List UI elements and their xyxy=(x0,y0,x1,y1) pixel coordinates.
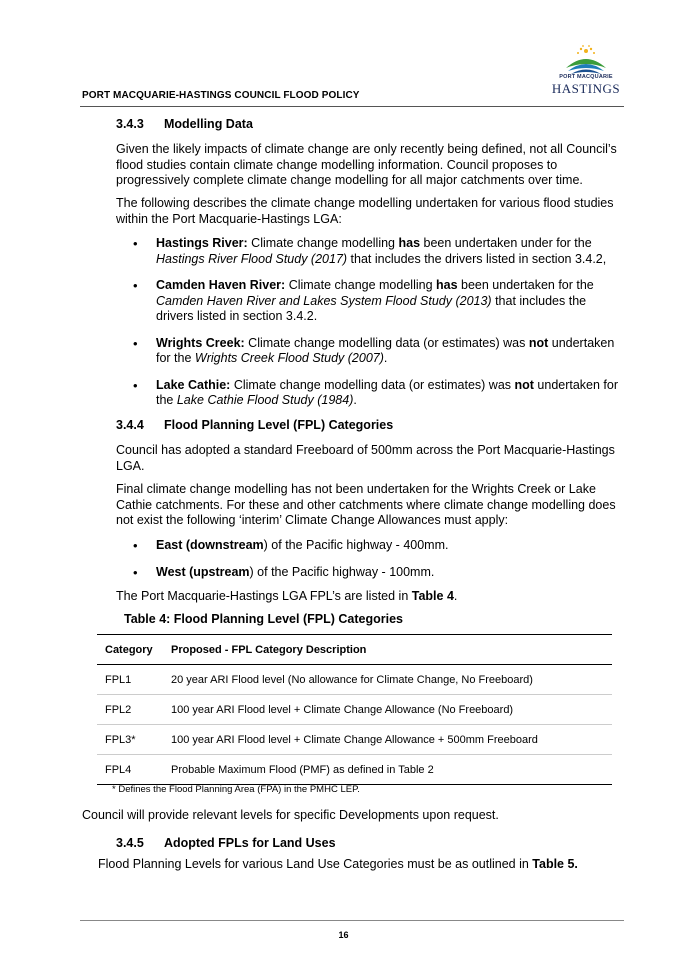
section-number: 3.4.5 xyxy=(116,836,144,850)
table-row xyxy=(97,725,612,755)
table-header-row xyxy=(97,635,612,665)
list-item: • Wrights Creek: Climate change modelling data (or estimates) was not undertaken for the Wrights Creek Flood Study (2007). xyxy=(116,336,626,367)
category-cell: FPL3* xyxy=(97,725,163,755)
logo-sun-icon xyxy=(550,44,622,76)
column-header-description: Proposed - FPL Category Description xyxy=(163,635,612,665)
list-item: • Hastings River: Climate change modelling has been undertaken under for the Hastings River Flood Study (2017) that includes the drivers listed in section 3.4.2, xyxy=(116,236,626,267)
category-cell: FPL4 xyxy=(97,755,163,785)
section-number: 3.4.3 xyxy=(116,117,144,131)
fpl-paragraph-3: The Port Macquarie-Hastings LGA FPL’s are listed in Table 4. xyxy=(116,589,458,603)
description-cell: 100 year ARI Flood level + Climate Change Allowance (No Freeboard) xyxy=(163,695,612,725)
category-cell: FPL2 xyxy=(97,695,163,725)
description-cell: 20 year ARI Flood level (No allowance for Climate Change, No Freeboard) xyxy=(163,665,612,695)
flood-study-list xyxy=(116,236,626,420)
modelling-paragraph-2: The following describes the climate change modelling undertaken for various flood studies within the Port Macquarie-Hastings LGA: xyxy=(116,196,614,226)
council-logo xyxy=(550,44,622,100)
list-item: • Lake Cathie: Climate change modelling data (or estimates) was not undertaken for the Lake Cathie Flood Study (1984). xyxy=(116,378,626,409)
fpl-paragraph-2: Final climate change modelling has not been undertaken for the Wrights Creek or Lake Cathie catchments. For these and other catchments where climate change modelling does not exist the following ‘interim’ Climate Change Allowances must apply: xyxy=(116,482,616,527)
allowance-list xyxy=(116,538,626,591)
list-item: • East (downstream) of the Pacific highway - 400mm. xyxy=(116,538,626,554)
table-row xyxy=(97,665,612,695)
fpl-categories-table xyxy=(97,634,612,785)
section-title: Modelling Data xyxy=(164,117,253,131)
description-cell: Probable Maximum Flood (PMF) as defined in Table 2 xyxy=(163,755,612,785)
footer-divider xyxy=(80,920,624,921)
section-title: Flood Planning Level (FPL) Categories xyxy=(164,418,394,432)
table-caption: Table 4: Flood Planning Level (FPL) Categories xyxy=(124,612,403,626)
table-footnote: * Defines the Flood Planning Area (FPA) in the PMHC LEP. xyxy=(112,784,360,795)
section-number: 3.4.4 xyxy=(116,418,144,432)
list-item: • West (upstream) of the Pacific highway - 100mm. xyxy=(116,565,626,581)
after-table-paragraph: Council will provide relevant levels for specific Developments upon request. xyxy=(82,808,499,822)
section-heading-3-4-3 xyxy=(116,117,253,131)
page-number: 16 xyxy=(338,930,349,940)
fpl-paragraph-1: Council has adopted a standard Freeboard of 500mm across the Port Macquarie-Hastings LGA. xyxy=(116,443,615,473)
description-cell: 100 year ARI Flood level + Climate Change Allowance + 500mm Freeboard xyxy=(163,725,612,755)
list-item: • Camden Haven River: Climate change modelling has been undertaken for the Camden Haven River and Lakes System Flood Study (2013) that includes the drivers listed in section 3.4.2. xyxy=(116,278,626,325)
header-title: PORT MACQUARIE-HASTINGS COUNCIL FLOOD POLICY xyxy=(82,90,360,101)
header-divider xyxy=(80,106,624,107)
section-heading-3-4-5 xyxy=(116,836,336,850)
table-row xyxy=(97,755,612,785)
column-header-category: Category xyxy=(97,635,163,665)
section-title: Adopted FPLs for Land Uses xyxy=(164,836,336,850)
section-heading-3-4-4 xyxy=(116,418,393,432)
modelling-paragraph-1: Given the likely impacts of climate change are only recently being defined, not all Council’s flood studies contain climate change modelling information. Council proposes to progressively complete climate change modelling for all major catchments over time. xyxy=(116,142,617,187)
logo-text-top: PORT MACQUARIE xyxy=(559,74,613,80)
land-use-paragraph: Flood Planning Levels for various Land Use Categories must be as outlined in Table 5. xyxy=(98,857,578,871)
category-cell: FPL1 xyxy=(97,665,163,695)
table-row xyxy=(97,695,612,725)
logo-text-main: HASTINGS xyxy=(551,81,621,96)
